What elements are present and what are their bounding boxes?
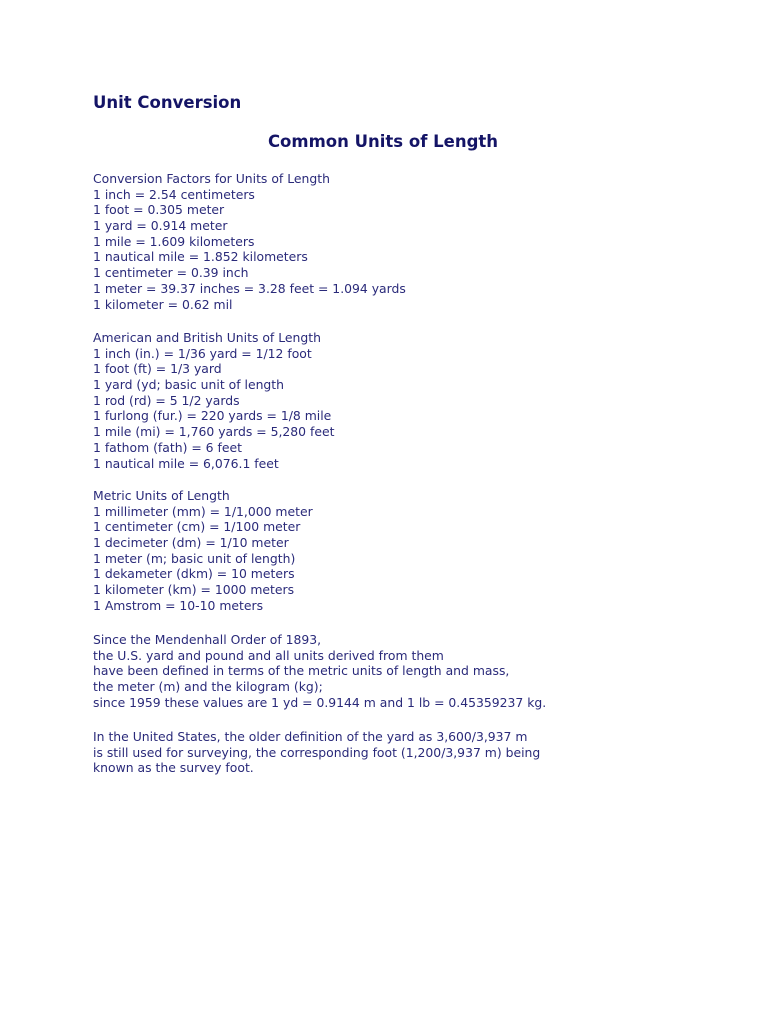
conversion-line: 1 yard = 0.914 meter bbox=[93, 218, 228, 234]
conversion-factors-block bbox=[93, 171, 406, 312]
survey-foot-paragraph bbox=[93, 729, 540, 776]
block-heading: American and British Units of Length bbox=[93, 330, 321, 345]
block-heading: Metric Units of Length bbox=[93, 488, 230, 503]
document-title: Unit Conversion bbox=[93, 93, 242, 112]
paragraph-line: In the United States, the older definition of the yard as 3,600/3,937 m bbox=[93, 729, 528, 744]
unit-line: 1 kilometer (km) = 1000 meters bbox=[93, 582, 295, 598]
metric-units-block bbox=[93, 488, 313, 614]
unit-line: 1 nautical mile = 6,076.1 feet bbox=[93, 455, 279, 471]
paragraph-line: known as the survey foot. bbox=[93, 760, 254, 776]
section-title: Common Units of Length bbox=[267, 132, 499, 151]
conversion-line: 1 meter = 39.37 inches = 3.28 feet = 1.094 yards bbox=[93, 280, 406, 296]
unit-line: 1 Amstrom = 10-10 meters bbox=[93, 597, 264, 613]
conversion-line: 1 kilometer = 0.62 mil bbox=[93, 296, 233, 312]
unit-line: 1 centimeter (cm) = 1/100 meter bbox=[93, 519, 301, 535]
unit-line: 1 fathom (fath) = 6 feet bbox=[93, 439, 242, 455]
unit-line: 1 decimeter (dm) = 1/10 meter bbox=[93, 535, 289, 551]
block-heading: Conversion Factors for Units of Length bbox=[93, 171, 330, 186]
american-british-units-block bbox=[93, 330, 334, 471]
conversion-line: 1 centimeter = 0.39 inch bbox=[93, 265, 249, 281]
paragraph-line: since 1959 these values are 1 yd = 0.9144 m and 1 lb = 0.45359237 kg. bbox=[93, 694, 547, 710]
unit-line: 1 meter (m; basic unit of length) bbox=[93, 550, 296, 566]
conversion-line: 1 mile = 1.609 kilometers bbox=[93, 233, 255, 249]
paragraph-line: is still used for surveying, the corresponding foot (1,200/3,937 m) being bbox=[93, 744, 541, 760]
unit-line: 1 millimeter (mm) = 1/1,000 meter bbox=[93, 503, 313, 519]
unit-line: 1 rod (rd) = 5 1/2 yards bbox=[93, 392, 240, 408]
paragraph-line: have been defined in terms of the metric units of length and mass, bbox=[93, 663, 510, 679]
unit-line: 1 foot (ft) = 1/3 yard bbox=[93, 361, 222, 377]
unit-line: 1 inch (in.) = 1/36 yard = 1/12 foot bbox=[93, 345, 312, 361]
conversion-line: 1 nautical mile = 1.852 kilometers bbox=[93, 249, 308, 265]
mendenhall-paragraph bbox=[93, 632, 546, 710]
unit-line: 1 furlong (fur.) = 220 yards = 1/8 mile bbox=[93, 408, 332, 424]
unit-line: 1 yard (yd; basic unit of length bbox=[93, 377, 285, 393]
unit-line: 1 dekameter (dkm) = 10 meters bbox=[93, 566, 295, 582]
paragraph-line: the U.S. yard and pound and all units derived from them bbox=[93, 647, 444, 663]
paragraph-line: Since the Mendenhall Order of 1893, bbox=[93, 632, 322, 647]
unit-line: 1 mile (mi) = 1,760 yards = 5,280 feet bbox=[93, 424, 335, 440]
conversion-line: 1 inch = 2.54 centimeters bbox=[93, 186, 255, 202]
conversion-line: 1 foot = 0.305 meter bbox=[93, 202, 225, 218]
paragraph-line: the meter (m) and the kilogram (kg); bbox=[93, 679, 323, 695]
